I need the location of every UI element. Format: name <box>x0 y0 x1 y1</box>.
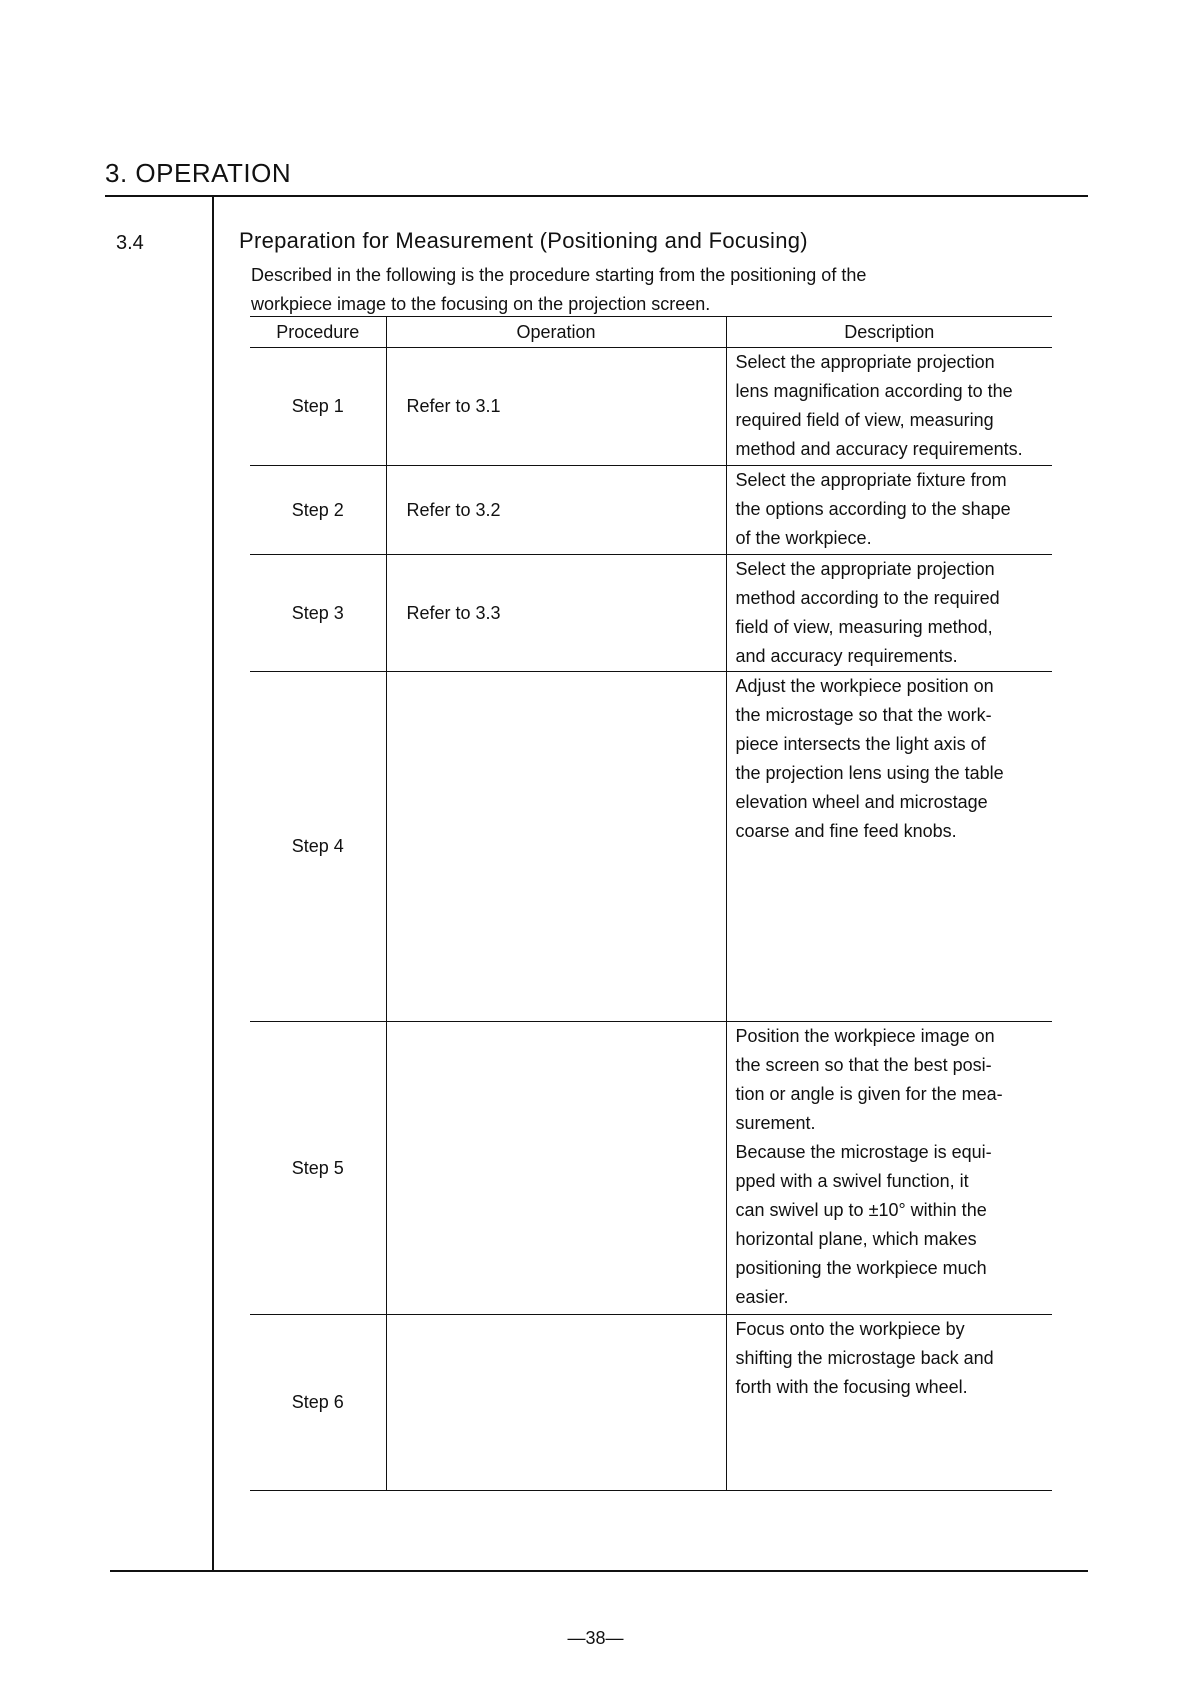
description-line: Select the appropriate fixture from <box>735 470 1007 490</box>
description-line: method and accuracy requirements. <box>735 439 1023 459</box>
description-cell <box>726 348 1052 466</box>
description-line: Select the appropriate projection <box>735 559 995 579</box>
description-line: method according to the required <box>735 588 1000 608</box>
description-cell <box>726 1022 1052 1315</box>
description-line: Because the microstage is equi- <box>735 1142 992 1162</box>
operation-cell <box>386 1315 726 1491</box>
page-number: —38— <box>567 1628 624 1648</box>
operation-cell: Refer to 3.2 <box>386 466 726 555</box>
description-line: field of view, measuring method, <box>735 617 993 637</box>
procedure-table <box>250 316 1052 1491</box>
section-number: 3.4 <box>116 232 144 254</box>
description-line: positioning the workpiece much <box>735 1258 987 1278</box>
description-cell <box>726 672 1052 1022</box>
description-line: piece intersects the light axis of <box>735 734 986 754</box>
description-line: lens magnification according to the <box>735 381 1013 401</box>
procedure-cell: Step 6 <box>250 1315 386 1491</box>
description-line: pped with a swivel function, it <box>735 1171 969 1191</box>
description-line: horizontal plane, which makes <box>735 1229 977 1249</box>
description-line: forth with the focusing wheel. <box>735 1377 968 1397</box>
description-line: coarse and fine feed knobs. <box>735 821 957 841</box>
operation-cell <box>386 672 726 1022</box>
description-line: the options according to the shape <box>735 499 1011 519</box>
chapter-title: 3. OPERATION <box>105 158 292 188</box>
description-cell <box>726 466 1052 555</box>
table-row <box>250 348 1052 466</box>
top-rule <box>105 195 1088 197</box>
description-line: shifting the microstage back and <box>735 1348 994 1368</box>
operation-cell <box>386 1022 726 1315</box>
header-operation: Operation <box>386 317 726 348</box>
bottom-rule <box>110 1570 1088 1572</box>
table-row <box>250 672 1052 1022</box>
description-line: can swivel up to ±10° within the <box>735 1200 987 1220</box>
description-line: the screen so that the best posi- <box>735 1055 992 1075</box>
description-line: and accuracy requirements. <box>735 646 958 666</box>
description-line: surement. <box>735 1113 816 1133</box>
procedure-cell: Step 2 <box>250 466 386 555</box>
description-line: required field of view, measuring <box>735 410 994 430</box>
description-line: Position the workpiece image on <box>735 1026 995 1046</box>
procedure-cell: Step 4 <box>250 672 386 1022</box>
operation-cell: Refer to 3.3 <box>386 555 726 672</box>
section-intro <box>251 261 1051 319</box>
table-row <box>250 466 1052 555</box>
operation-cell: Refer to 3.1 <box>386 348 726 466</box>
description-line: easier. <box>735 1287 789 1307</box>
description-line: the microstage so that the work- <box>735 705 992 725</box>
procedure-cell: Step 5 <box>250 1022 386 1315</box>
procedure-cell: Step 1 <box>250 348 386 466</box>
margin-vertical-rule <box>212 196 214 1571</box>
header-procedure: Procedure <box>250 317 386 348</box>
description-line: Focus onto the workpiece by <box>735 1319 965 1339</box>
description-line: tion or angle is given for the mea- <box>735 1084 1003 1104</box>
description-line: elevation wheel and microstage <box>735 792 988 812</box>
table-row <box>250 1315 1052 1491</box>
description-line: Adjust the workpiece position on <box>735 676 994 696</box>
description-line: Select the appropriate projection <box>735 352 995 372</box>
description-cell <box>726 555 1052 672</box>
header-description: Description <box>726 317 1052 348</box>
table-header-row <box>250 317 1052 348</box>
description-line: the projection lens using the table <box>735 763 1004 783</box>
intro-line: Described in the following is the procedure starting from the positioning of the <box>251 265 867 285</box>
intro-line: workpiece image to the focusing on the projection screen. <box>251 294 711 314</box>
procedure-cell: Step 3 <box>250 555 386 672</box>
section-title: Preparation for Measurement (Positioning and Focusing) <box>239 228 808 253</box>
table-row <box>250 1022 1052 1315</box>
description-line: of the workpiece. <box>735 528 872 548</box>
table-row <box>250 555 1052 672</box>
description-cell <box>726 1315 1052 1491</box>
